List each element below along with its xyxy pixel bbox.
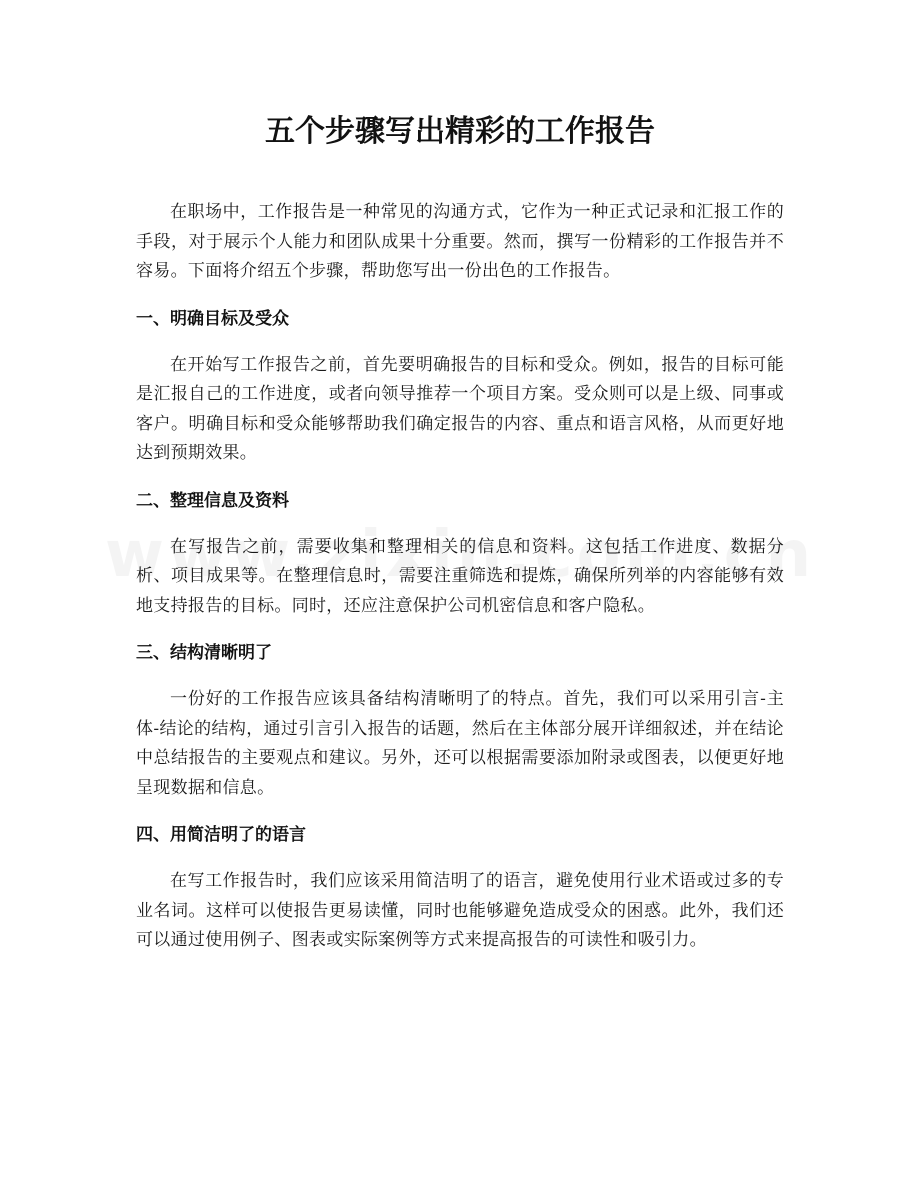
section-4-heading: 四、用简洁明了的语言: [136, 825, 306, 845]
section-2-body: 在写报告之前，需要收集和整理相关的信息和资料。这包括工作进度、数据分析、项目成果等。在整理信息时，需要注重筛选和提炼，确保所列举的内容能够有效地支持报告的目标。同时，还应注意保护公司机密信息和客户隐私。: [136, 536, 784, 616]
document-title: 五个步骤写出精彩的工作报告: [265, 114, 655, 149]
section-1-body: 在开始写工作报告之前，首先要明确报告的目标和受众。例如，报告的目标可能是汇报自己的工作进度，或者向领导推荐一个项目方案。受众则可以是上级、同事或客户。明确目标和受众能够帮助我们确定报告的内容、重点和语言风格，从而更好地达到预期效果。: [136, 354, 784, 463]
section-2-heading: 二、整理信息及资料: [136, 490, 289, 511]
section-1-heading: 一、明确目标及受众: [136, 308, 289, 329]
section-3-heading: 三、结构清晰明了: [136, 643, 272, 663]
intro-paragraph: 在职场中，工作报告是一种常见的沟通方式，它作为一种正式记录和汇报工作的手段，对于展示个人能力和团队成果十分重要。然而，撰写一份精彩的工作报告并不容易。下面将介绍五个步骤，帮助您写出一份出色的工作报告。: [136, 202, 784, 281]
section-4-body: 在写工作报告时，我们应该采用简洁明了的语言，避免使用行业术语或过多的专业名词。这样可以使报告更易读懂，同时也能够避免造成受众的困惑。此外，我们还可以通过使用例子、图表或实际案例等方式来提高报告的可读性和吸引力。: [136, 871, 784, 950]
section-3-body: 一份好的工作报告应该具备结构清晰明了的特点。首先，我们可以采用引言-主体-结论的结构，通过引言引入报告的话题，然后在主体部分展开详细叙述，并在结论中总结报告的主要观点和建议。另外，还可以根据需要添加附录或图表，以便更好地呈现数据和信息。: [136, 689, 784, 798]
